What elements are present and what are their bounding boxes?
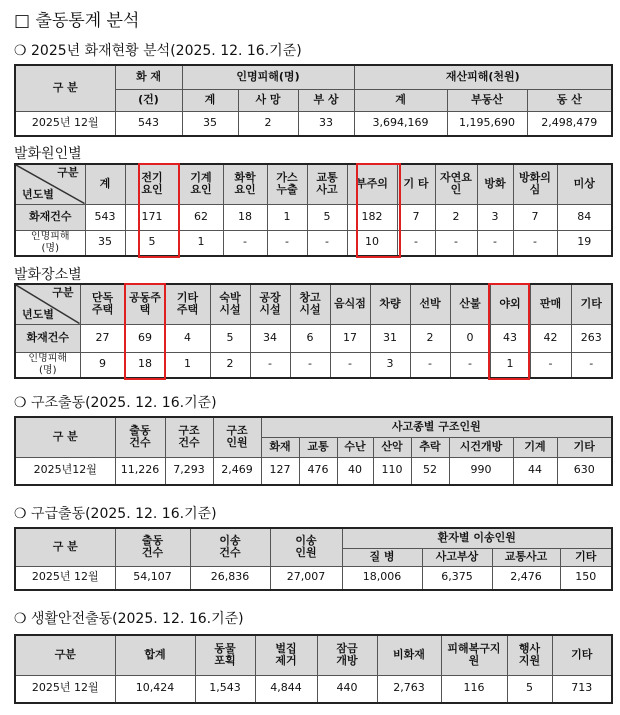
cause-table <box>14 163 613 257</box>
header-realestate: 부동산 <box>447 89 527 111</box>
cell-prop-total: 3,694,169 <box>354 111 447 136</box>
place-heading: 발화장소별 <box>14 267 82 283</box>
cell-type-value: 150 <box>560 566 612 590</box>
cell-realestate: 1,195,690 <box>447 111 527 136</box>
header-prop-total: 계 <box>354 89 447 111</box>
type-header: 기타 <box>557 437 612 457</box>
column-header: 단독 주택 <box>80 284 125 324</box>
cell-transfers: 26,836 <box>190 566 270 590</box>
header-gubun: 구분 <box>15 635 115 675</box>
fire-status-heading: ❍ 2025년 화재현황 분석(2025. 12. 16.기준) <box>14 43 302 59</box>
cell-fires: 42 <box>530 324 571 352</box>
row-label: 2025년 12월 <box>15 111 115 136</box>
cell-casualties: - <box>307 230 347 256</box>
cell-casualties: 1 <box>179 230 223 256</box>
cell-fires: 171 <box>125 204 179 230</box>
cell-fires: 84 <box>557 204 612 230</box>
cell-casualties: - <box>267 230 307 256</box>
column-header: 비화재 <box>377 635 441 675</box>
cell-fires: 263 <box>571 324 612 352</box>
safety-table <box>14 634 613 704</box>
cell-dispatch: 11,226 <box>115 457 165 485</box>
type-header: 교통 <box>299 437 337 457</box>
column-header: 합계 <box>115 635 195 675</box>
cell-fires: 27 <box>80 324 125 352</box>
column-header: 기계 요인 <box>179 164 223 204</box>
column-header: 음식점 <box>330 284 370 324</box>
column-header: 차량 <box>370 284 410 324</box>
header-fire: 화 재 <box>115 65 182 89</box>
cell-casualties: - <box>250 352 290 378</box>
cell-type-value: 127 <box>261 457 299 485</box>
cell-value: 1,543 <box>195 675 255 703</box>
cell-fires: 5 <box>210 324 250 352</box>
cell-type-value: 630 <box>557 457 612 485</box>
header-gubun: 구 분 <box>15 417 115 457</box>
type-header: 기타 <box>560 548 612 566</box>
cell-casualties: 19 <box>557 230 612 256</box>
safety-heading: ❍ 생활안전출동(2025. 12. 16.기준) <box>14 611 244 627</box>
header-by-type: 환자별 이송인원 <box>342 528 612 548</box>
column-header: 창고 시설 <box>290 284 330 324</box>
cell-casualties: 18 <box>125 352 165 378</box>
row-label-fires: 화재건수 <box>15 204 85 230</box>
type-header: 화재 <box>261 437 299 457</box>
ems-table <box>14 527 613 591</box>
cell-fires: 7 <box>397 204 435 230</box>
cell-fires: 543 <box>115 111 182 136</box>
cell-fires: 43 <box>490 324 530 352</box>
header-injury: 부 상 <box>298 89 354 111</box>
cell-rescues: 7,293 <box>165 457 213 485</box>
cell-casualties: 10 <box>347 230 397 256</box>
cell-fires: 7 <box>513 204 557 230</box>
cell-casualties: - <box>410 352 450 378</box>
cell-fires: 31 <box>370 324 410 352</box>
header-cas-total: 계 <box>182 89 238 111</box>
cell-type-value: 52 <box>411 457 449 485</box>
cell-casualties: - <box>450 352 490 378</box>
place-table <box>14 283 613 379</box>
cell-fires: 2 <box>410 324 450 352</box>
cell-casualties: 5 <box>125 230 179 256</box>
cell-casualties: - <box>513 230 557 256</box>
cell-fires: 182 <box>347 204 397 230</box>
type-header: 교통사고 <box>492 548 560 566</box>
type-header: 산악 <box>373 437 411 457</box>
cell-casualties: - <box>223 230 267 256</box>
cell-persons: 2,469 <box>213 457 261 485</box>
cell-casualties: 1 <box>165 352 210 378</box>
column-header: 피해복구지 원 <box>441 635 507 675</box>
cell-fires: 0 <box>450 324 490 352</box>
corner-header <box>15 164 85 204</box>
cell-fires: 6 <box>290 324 330 352</box>
type-header: 수난 <box>337 437 373 457</box>
column-header: 동물 포획 <box>195 635 255 675</box>
cell-casualties: - <box>435 230 477 256</box>
cell-fires: 18 <box>223 204 267 230</box>
cell-dispatch: 54,107 <box>115 566 190 590</box>
column-header: 방화 <box>477 164 513 204</box>
cell-value: 116 <box>441 675 507 703</box>
cell-movable: 2,498,479 <box>527 111 612 136</box>
cell-casualties: - <box>571 352 612 378</box>
column-header: 야외 <box>490 284 530 324</box>
cell-casualties: 9 <box>80 352 125 378</box>
rescue-table <box>14 416 613 486</box>
cell-type-value: 2,476 <box>492 566 560 590</box>
cell-casualties: 35 <box>85 230 125 256</box>
column-header: 방화의 심 <box>513 164 557 204</box>
cell-deaths: 2 <box>238 111 298 136</box>
column-header: 벌집 제거 <box>255 635 317 675</box>
cell-casualties: - <box>397 230 435 256</box>
corner-top-label: 구분 <box>52 286 74 299</box>
column-header: 가스 누출 <box>267 164 307 204</box>
cell-value: 4,844 <box>255 675 317 703</box>
cell-value: 10,424 <box>115 675 195 703</box>
column-header: 교통 사고 <box>307 164 347 204</box>
page-title: □ 출동통계 분석 <box>14 11 140 31</box>
cell-fires: 17 <box>330 324 370 352</box>
type-header: 시건개방 <box>449 437 513 457</box>
row-label: 2025년 12월 <box>15 566 115 590</box>
cell-fires: 34 <box>250 324 290 352</box>
type-header: 기계 <box>513 437 557 457</box>
cell-fires: 1 <box>267 204 307 230</box>
column-header: 공동주 택 <box>125 284 165 324</box>
cell-fires: 4 <box>165 324 210 352</box>
cell-fires: 69 <box>125 324 165 352</box>
column-header: 기타 <box>552 635 612 675</box>
column-header: 숙박 시설 <box>210 284 250 324</box>
type-header: 사고부상 <box>422 548 492 566</box>
cell-casualties: - <box>477 230 513 256</box>
corner-header <box>15 284 80 324</box>
cell-type-value: 44 <box>513 457 557 485</box>
row-label-casualties: 인명피해 (명) <box>15 352 80 378</box>
column-header: 잠금 개방 <box>317 635 377 675</box>
cell-fires: 5 <box>307 204 347 230</box>
cause-heading: 발화원인별 <box>14 146 82 162</box>
corner-top-label: 구분 <box>57 166 79 179</box>
column-header: 화학 요인 <box>223 164 267 204</box>
column-header: 부주의 <box>347 164 397 204</box>
column-header: 행사 지원 <box>507 635 552 675</box>
header-gubun: 구 분 <box>15 65 115 111</box>
corner-bottom-label: 년도별 <box>22 307 54 321</box>
corner-bottom-label: 년도별 <box>22 187 54 201</box>
column-header: 판매 <box>530 284 571 324</box>
column-header: 계 <box>85 164 125 204</box>
cell-persons: 27,007 <box>270 566 342 590</box>
row-label: 2025년 12월 <box>15 675 115 703</box>
fire-status-table <box>14 64 613 137</box>
cell-value: 440 <box>317 675 377 703</box>
header-by-type: 사고종별 구조인원 <box>261 417 612 437</box>
cell-casualties: 2 <box>210 352 250 378</box>
column-header: 기 타 <box>397 164 435 204</box>
header-rescues: 구조 건수 <box>165 417 213 457</box>
cell-value: 713 <box>552 675 612 703</box>
cell-casualties: - <box>330 352 370 378</box>
cell-casualties: 3 <box>370 352 410 378</box>
type-header: 질 병 <box>342 548 422 566</box>
ems-heading: ❍ 구급출동(2025. 12. 16.기준) <box>14 506 217 522</box>
cell-fires: 3 <box>477 204 513 230</box>
column-header: 선박 <box>410 284 450 324</box>
cell-casualties: - <box>290 352 330 378</box>
row-label: 2025년12월 <box>15 457 115 485</box>
header-persons: 이송 인원 <box>270 528 342 566</box>
cell-fires: 543 <box>85 204 125 230</box>
column-header: 공장 시설 <box>250 284 290 324</box>
header-property: 재산피해(천원) <box>354 65 612 89</box>
cell-value: 5 <box>507 675 552 703</box>
header-fire-unit: (건) <box>115 89 182 111</box>
cell-cas-total: 35 <box>182 111 238 136</box>
row-label-casualties: 인명피해 (명) <box>15 230 85 256</box>
cell-fires: 62 <box>179 204 223 230</box>
cell-type-value: 476 <box>299 457 337 485</box>
cell-type-value: 990 <box>449 457 513 485</box>
cell-type-value: 18,006 <box>342 566 422 590</box>
header-gubun: 구 분 <box>15 528 115 566</box>
header-dispatch: 출동 건수 <box>115 417 165 457</box>
header-dispatch: 출동 건수 <box>115 528 190 566</box>
header-death: 사 망 <box>238 89 298 111</box>
cell-casualties: - <box>530 352 571 378</box>
row-label-fires: 화재건수 <box>15 324 80 352</box>
header-transfers: 이송 건수 <box>190 528 270 566</box>
column-header: 전기 요인 <box>125 164 179 204</box>
header-movable: 동 산 <box>527 89 612 111</box>
column-header: 기타 주택 <box>165 284 210 324</box>
column-header: 미상 <box>557 164 612 204</box>
column-header: 자연요 인 <box>435 164 477 204</box>
header-persons: 구조 인원 <box>213 417 261 457</box>
cell-casualties: 1 <box>490 352 530 378</box>
cell-injuries: 33 <box>298 111 354 136</box>
cell-value: 2,763 <box>377 675 441 703</box>
header-casualty: 인명피해(명) <box>182 65 354 89</box>
column-header: 기타 <box>571 284 612 324</box>
rescue-heading: ❍ 구조출동(2025. 12. 16.기준) <box>14 395 217 411</box>
cell-type-value: 40 <box>337 457 373 485</box>
cell-type-value: 110 <box>373 457 411 485</box>
column-header: 산불 <box>450 284 490 324</box>
type-header: 추락 <box>411 437 449 457</box>
cell-fires: 2 <box>435 204 477 230</box>
cell-type-value: 6,375 <box>422 566 492 590</box>
